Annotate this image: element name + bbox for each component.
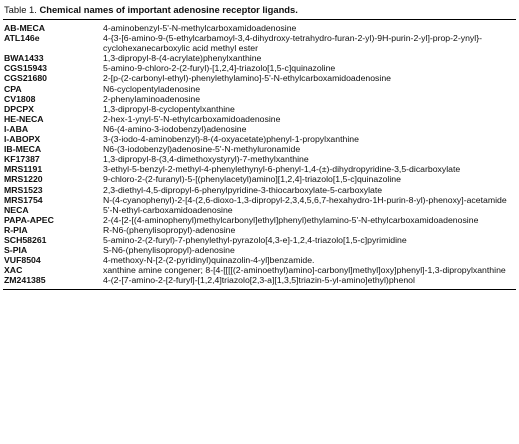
table-row	[3, 84, 517, 94]
ligand-abbreviation: I-ABA	[4, 123, 29, 134]
ligand-abbreviation: XAC	[4, 265, 23, 276]
ligand-abbreviation: NECA	[4, 204, 29, 215]
ligand-abbreviation: CGS15943	[4, 63, 47, 74]
ligand-chemical-name: S-N6-(phenylisopropyl)-adenosine	[103, 245, 235, 256]
ligand-chemical-name: 3-(3-iodo-4-aminobenzyl)-8-(4-oxyacetate)phenyl-1-propylxanthine	[103, 134, 359, 145]
ligand-abbreviation: MRS1754	[4, 194, 43, 205]
table-row	[3, 20, 517, 33]
ligand-abbreviation: KF17387	[4, 154, 40, 165]
table-row	[3, 164, 517, 174]
table-row	[3, 94, 517, 104]
table-row	[3, 255, 517, 265]
ligand-abbreviation: R-PIA	[4, 224, 28, 235]
table-row	[3, 144, 517, 154]
ligand-chemical-name: 2-phenylaminoadenosine	[103, 93, 201, 104]
ligand-chemical-name: 3-ethyl-5-benzyl-2-methyl-4-phenylethynyl-6-phenyl-1,4-(±)-dihydropyridine-3,5-dicarboxylate	[103, 164, 461, 175]
ligand-chemical-name: 4-{3-[6-amino-9-(5-ethylcarbamoyl-3,4-dihydroxy-tetrahydro-furan-2-yl)-9H-purin-2-yl]-prop-2-ynyl}-cyclohexanecarboxylic acid methyl ester	[103, 33, 482, 54]
table-row	[3, 185, 517, 195]
ligand-abbreviation: MRS1191	[4, 164, 43, 175]
ligand-chemical-name: R-N6-(phenylisopropyl)-adenosine	[103, 224, 236, 235]
ligand-chemical-name: N-(4-cyanophenyl)-2-[4-(2,6-dioxo-1,3-dipropyl-2,3,4,5,6,7-hexahydro-1H-purin-8-yl)-phenoxy]-acetamide	[103, 194, 507, 205]
ligand-chemical-name: N6-cyclopentyladenosine	[103, 83, 201, 94]
ligand-chemical-name: 1,3-dipropyl-8-cyclopentylxanthine	[103, 103, 235, 114]
ligand-abbreviation: IB-MECA	[4, 144, 42, 155]
ligand-chemical-name: xanthine amine congener; 8-[4-[[[[(2-aminoethyl)amino]-carbonyl]methyl]oxy]phenyl]-1,3-dipropylxanthine	[103, 265, 506, 276]
ligand-abbreviation: CGS21680	[4, 73, 47, 84]
ligand-chemical-name: 2-[p-(2-carbonyl-ethyl)-phenylethylamino]-5'-N-ethylcarboxamidoadenosine	[103, 73, 391, 84]
ligand-chemical-name: 5'-N-ethyl-carboxamidoadenosine	[103, 204, 233, 215]
ligand-chemical-name: 4-(2-[7-amino-2-[2-furyl]-[1,2,4]triazolo[2,3-a][1,3,5]triazin-5-yl-amino]ethyl)phenol	[103, 275, 415, 286]
ligand-abbreviation: MRS1220	[4, 174, 43, 185]
ligand-chemical-name: N6-(4-amino-3-iodobenzyl)adenosine	[103, 123, 247, 134]
ligand-abbreviation: HE-NECA	[4, 113, 44, 124]
ligand-abbreviation: CPA	[4, 83, 22, 94]
ligand-chemical-name: 2,3-diethyl-4,5-dipropyl-6-phenylpyridine-3-thiocarboxylate-5-carboxylate	[103, 184, 383, 195]
ligand-table	[3, 20, 517, 289]
ligand-chemical-name: 4-aminobenzyl-5'-N-methylcarboxamidoadenosine	[103, 23, 297, 33]
table-number: Table 1.	[4, 4, 37, 15]
table-row	[3, 124, 517, 134]
ligand-chemical-name: 2-(4-[2-[(4-aminophenyl)methylcarbonyl]ethyl]phenyl)ethylamino-5'-N-ethylcarboxamidoadenosine	[103, 214, 479, 225]
table-caption	[4, 4, 516, 16]
ligand-chemical-name: 1,3-dipropyl-8-(3,4-dimethoxystyryl)-7-methylxanthine	[103, 154, 309, 165]
ligand-abbreviation: DPCPX	[4, 103, 34, 114]
ligand-chemical-name: 9-chloro-2-(2-furanyl)-5-[(phenylacetyl)amino][1,2,4]-triazolo[1,5-c]quinazoline	[103, 174, 401, 185]
table-row	[3, 114, 517, 124]
ligand-abbreviation: ATL146e	[4, 33, 40, 44]
table-row	[3, 225, 517, 235]
table-row	[3, 104, 517, 114]
table-row	[3, 235, 517, 245]
bottom-rule	[3, 289, 516, 290]
ligand-chemical-name: 1,3-dipropyl-8-(4-acrylate)phenylxanthine	[103, 53, 262, 64]
ligand-chemical-name: 4-methoxy-N-[2-(2-pyridinyl)quinazolin-4-yl]benzamide.	[103, 255, 315, 266]
table-row	[3, 53, 517, 63]
table-row	[3, 215, 517, 225]
ligand-abbreviation: BWA1433	[4, 53, 44, 64]
ligand-chemical-name: 5-amino-9-chloro-2-(2-furyl)-[1,2,4]-triazolo[1,5-c]quinazoline	[103, 63, 336, 74]
table-row	[3, 205, 517, 215]
table-row	[3, 275, 517, 289]
ligand-chemical-name: N6-(3-iodobenzyl)adenosine-5'-N-methyluronamide	[103, 144, 301, 155]
ligand-abbreviation: ZM241385	[4, 275, 46, 286]
ligand-chemical-name: 5-amino-2-(2-furyl)-7-phenylethyl-pyrazolo[4,3-e]-1,2,4-triazolo[1,5-c]pyrimidine	[103, 234, 407, 245]
table-row	[3, 63, 517, 73]
table-row	[3, 33, 517, 53]
ligand-abbreviation: I-ABOPX	[4, 134, 41, 145]
ligand-abbreviation: SCH58261	[4, 234, 47, 245]
ligand-abbreviation: AB-MECA	[4, 23, 46, 33]
table-row	[3, 154, 517, 164]
ligand-abbreviation: S-PIA	[4, 245, 28, 256]
table-row	[3, 195, 517, 205]
table-row	[3, 174, 517, 184]
ligand-chemical-name: 2-hex-1-ynyl-5'-N-ethylcarboxamidoadenosine	[103, 113, 281, 124]
ligand-abbreviation: PAPA-APEC	[4, 214, 54, 225]
table-row	[3, 245, 517, 255]
ligand-abbreviation: VUF8504	[4, 255, 41, 266]
ligand-abbreviation: CV1808	[4, 93, 36, 104]
ligand-table-body	[3, 20, 517, 289]
table-row	[3, 73, 517, 83]
table-row	[3, 265, 517, 275]
table-row	[3, 134, 517, 144]
table-title: Chemical names of important adenosine receptor ligands.	[39, 4, 298, 15]
ligand-abbreviation: MRS1523	[4, 184, 43, 195]
